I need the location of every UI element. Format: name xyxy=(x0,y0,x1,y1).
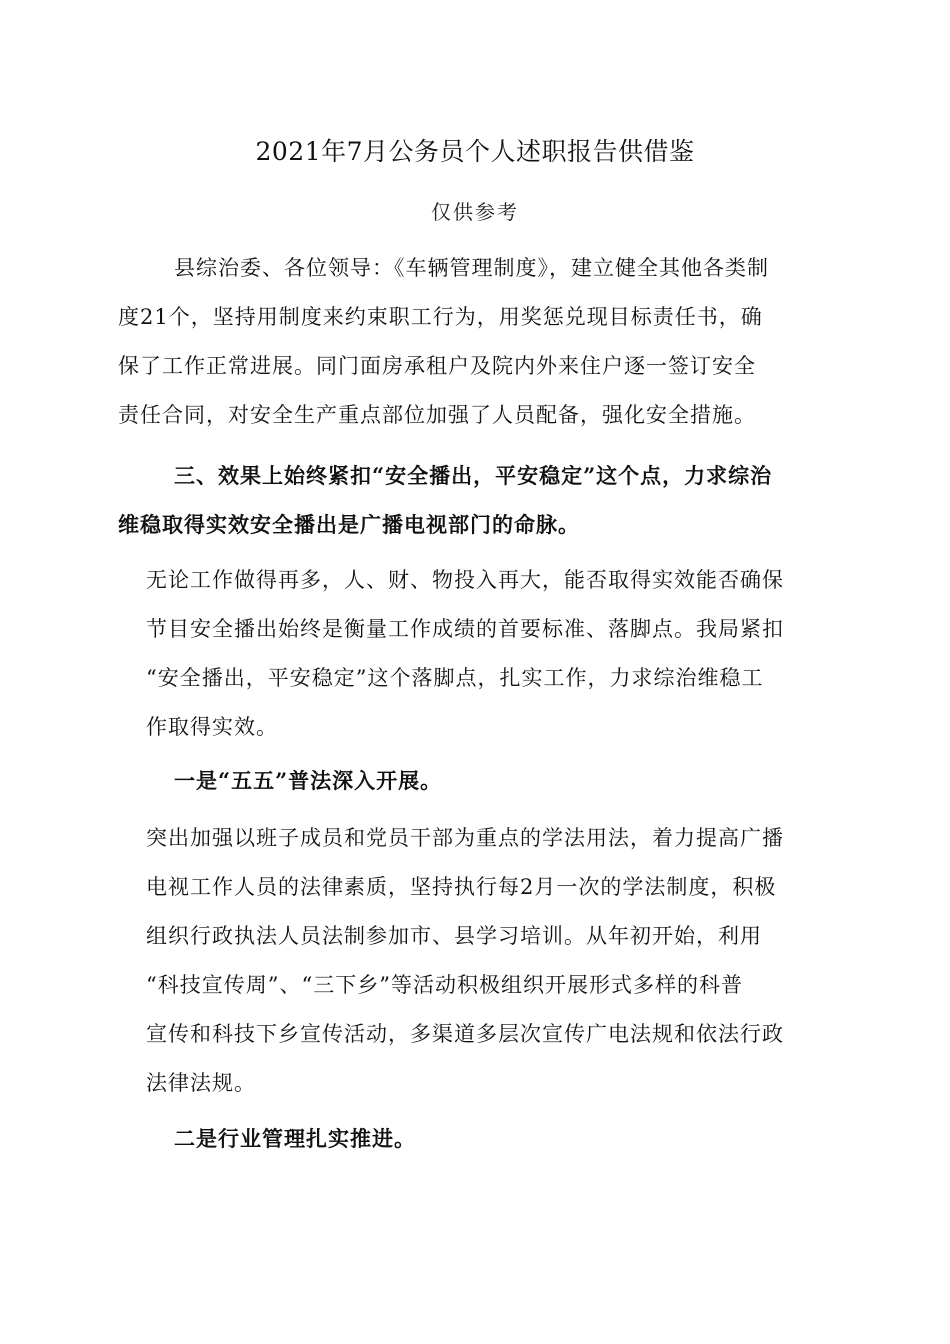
subheading-one xyxy=(146,756,810,805)
paragraph-line: 突出加强以班子成员和党员干部为重点的学法用法，着力提高广播 xyxy=(146,826,784,850)
paragraph-line: “安全播出，平安稳定”这个落脚点，扎实工作，力求综治维稳工 xyxy=(146,666,764,690)
paragraph-line: 度21个，坚持用制度来约束职工行为，用奖惩兑现目标责任书，确 xyxy=(118,305,763,329)
paragraph-line: 保了工作正常进展。同门面房承租户及院内外来住户逐一签订安全 xyxy=(118,354,756,378)
paragraph-line: 无论工作做得再多，人、财、物投入再大，能否取得实效能否确保 xyxy=(146,568,784,592)
document-title: 2021年7月公务员个人述职报告供借鉴 xyxy=(255,137,695,166)
paragraph-line: 法律法规。 xyxy=(146,1071,256,1095)
paragraph-law xyxy=(146,814,810,1108)
heading-line: 二是行业管理扎实推进。 xyxy=(174,1126,416,1151)
paragraph-line: 宣传和科技下乡宣传活动，多渠道多层次宣传广电法规和依法行政 xyxy=(146,1022,784,1046)
paragraph-line: “科技宣传周”、“三下乡”等活动积极组织开展形式多样的科普 xyxy=(146,973,743,997)
paragraph-line: 作取得实效。 xyxy=(146,715,278,739)
heading-line: 三、效果上始终紧扣“安全播出，平安稳定”这个点，力求综治 xyxy=(174,463,773,488)
paragraph-effect xyxy=(146,556,810,752)
paragraph-line: 节目安全播出始终是衡量工作成绩的首要标准、落脚点。我局紧扣 xyxy=(146,617,784,641)
paragraph-line: 组织行政执法人员法制参加市、县学习培训。从年初开始，利用 xyxy=(146,924,762,948)
paragraph-line: 责任合同，对安全生产重点部位加强了人员配备，强化安全措施。 xyxy=(118,403,756,427)
subheading-two xyxy=(146,1114,810,1163)
paragraph-intro xyxy=(118,244,810,440)
paragraph-line: 县综治委、各位领导：《车辆管理制度》，建立健全其他各类制 xyxy=(174,256,769,280)
section-heading-three xyxy=(118,451,810,549)
paragraph-line: 电视工作人员的法律素质，坚持执行每2月一次的学法制度，积极 xyxy=(146,875,777,899)
heading-line: 维稳取得实效安全播出是广播电视部门的命脉。 xyxy=(118,512,580,537)
document-subtitle: 仅供参考 xyxy=(431,200,519,224)
heading-line: 一是“五五”普法深入开展。 xyxy=(174,768,443,793)
